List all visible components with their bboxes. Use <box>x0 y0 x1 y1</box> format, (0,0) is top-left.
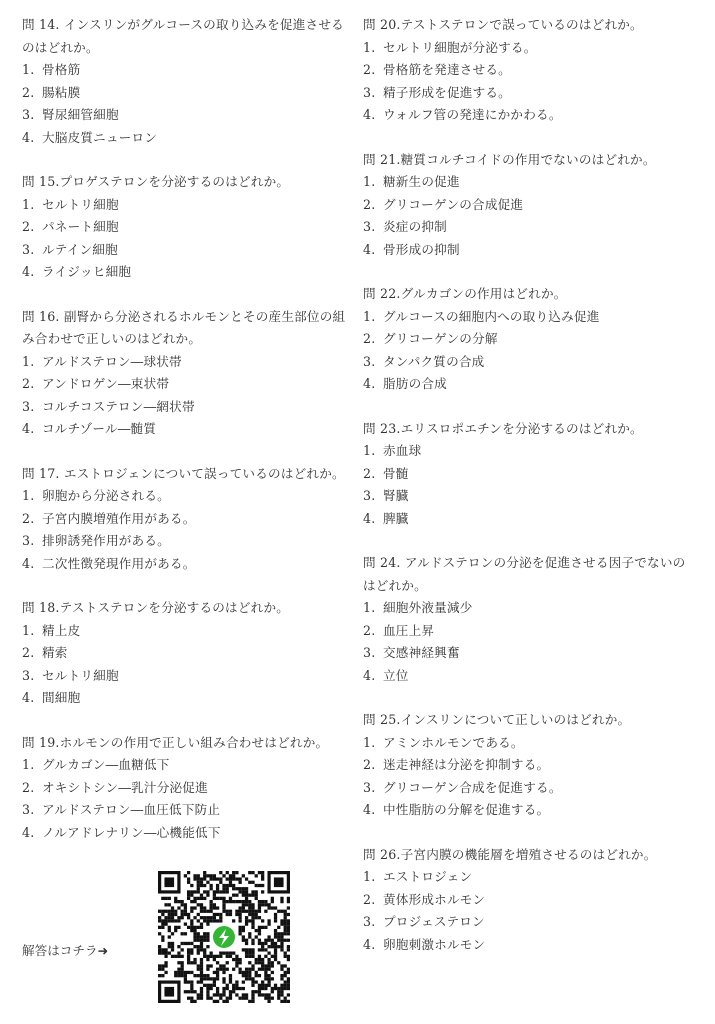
question-16 <box>22 306 352 441</box>
option-2: 2. 精索 <box>22 645 68 660</box>
option-3: 3. 排卵誘発作用がある。 <box>22 533 170 548</box>
question-stem: 問 21.糖質コルチコイドの作用でないのはどれか。 <box>363 151 656 167</box>
option-2: 2. グリコーゲンの分解 <box>363 331 498 346</box>
answer-link[interactable] <box>22 940 108 962</box>
option-4: 4. 中性脂肪の分解を促進する。 <box>363 802 550 817</box>
question-25 <box>363 709 693 822</box>
qr-code-icon[interactable] <box>158 871 290 1003</box>
option-2: 2. アンドロゲン―束状帯 <box>22 376 170 391</box>
question-15 <box>22 171 352 284</box>
question-21 <box>363 149 693 262</box>
question-stem: 問 19.ホルモンの作用で正しい組み合わせはどれか。 <box>22 734 329 750</box>
question-22 <box>363 283 693 396</box>
question-stem: 問 17. エストロジェンについて誤っているのはどれか。 <box>22 465 345 481</box>
option-1: 1. グルコースの細胞内への取り込み促進 <box>363 308 600 324</box>
question-stem: 問 18.テストステロンを分泌するのはどれか。 <box>22 600 290 615</box>
option-3: 3. セルトリ細胞 <box>22 667 119 683</box>
question-stem: 問 26.子宮内膜の機能層を増殖させるのはどれか。 <box>363 846 657 862</box>
option-4: 4. ライジッヒ細胞 <box>22 264 132 279</box>
option-2: 2. オキシトシン―乳汁分泌促進 <box>22 779 208 795</box>
option-3: 3. 精子形成を促進する。 <box>363 84 511 100</box>
option-2: 2. 子宮内膜増殖作用がある。 <box>22 510 196 526</box>
option-2: 2. 血圧上昇 <box>363 622 435 638</box>
question-stem: 問 16. 副腎から分泌されるホルモンとその産生部位の組み合わせで正しいのはどれか。 <box>22 308 346 346</box>
answer-link-label: 解答はコチラ <box>22 943 98 958</box>
option-1: 1. 赤血球 <box>363 443 422 458</box>
option-1: 1. 糖新生の促進 <box>363 174 460 189</box>
option-2: 2. 黄体形成ホルモン <box>363 891 486 907</box>
question-stem: 問 24. アルドステロンの分泌を促進させる因子でないのはどれか。 <box>363 555 686 593</box>
question-26 <box>363 844 693 957</box>
option-4: 4. 大脳皮質ニューロン <box>22 129 158 145</box>
option-2: 2. 骨髄 <box>363 465 409 481</box>
option-4: 4. 卵胞刺激ホルモン <box>363 936 486 952</box>
option-1: 1. 精上皮 <box>22 622 81 638</box>
arrow-right-icon: ➜ <box>97 943 109 958</box>
option-3: 3. 腎尿細管細胞 <box>22 107 119 122</box>
option-1: 1. 骨格筋 <box>22 62 81 77</box>
left-question-column <box>22 14 352 866</box>
question-24 <box>363 552 693 687</box>
question-19 <box>22 732 352 845</box>
question-20 <box>363 14 693 127</box>
option-4: 4. 骨形成の抑制 <box>363 241 460 257</box>
option-2: 2. パネート細胞 <box>22 219 119 234</box>
question-stem: 問 25.インスリンについて正しいのはどれか。 <box>363 712 631 727</box>
option-3: 3. アルドステロン―血圧低下防止 <box>22 802 221 817</box>
option-1: 1. 卵胞から分泌される。 <box>22 488 170 503</box>
option-3: 3. ルテイン細胞 <box>22 241 118 257</box>
option-3: 3. タンパク質の合成 <box>363 353 485 369</box>
option-3: 3. プロジェステロン <box>363 914 485 929</box>
question-stem: 問 23.エリスロポエチンを分泌するのはどれか。 <box>363 420 643 436</box>
question-stem: 問 20.テストステロンで誤っているのはどれか。 <box>363 17 643 32</box>
option-1: 1. グルカゴン―血糖低下 <box>22 757 170 772</box>
option-1: 1. セルトリ細胞 <box>22 196 119 212</box>
option-4: 4. 立位 <box>363 667 409 683</box>
question-stem: 問 15.プロゲステロンを分泌するのはどれか。 <box>22 174 290 189</box>
option-4: 4. 脂肪の合成 <box>363 376 447 391</box>
option-4: 4. ノルアドレナリン―心機能低下 <box>22 824 221 840</box>
option-2: 2. グリコーゲンの合成促進 <box>363 196 524 212</box>
option-4: 4. コルチゾール―髄質 <box>22 421 157 436</box>
question-stem: 問 22.グルカゴンの作用はどれか。 <box>363 286 567 301</box>
right-question-column <box>363 14 693 978</box>
option-3: 3. グリコーゲン合成を促進する。 <box>363 779 562 795</box>
option-4: 4. 二次性徴発現作用がある。 <box>22 555 196 571</box>
option-4: 4. 間細胞 <box>22 690 81 705</box>
option-1: 1. セルトリ細胞が分泌する。 <box>363 39 537 55</box>
option-1: 1. アルドステロン―球状帯 <box>22 353 182 369</box>
option-3: 3. 交感神経興奮 <box>363 645 460 660</box>
option-1: 1. エストロジェン <box>363 869 473 884</box>
question-14 <box>22 14 352 149</box>
option-4: 4. ウォルフ管の発達にかかわる。 <box>363 107 562 122</box>
option-2: 2. 迷走神経は分泌を抑制する。 <box>363 757 550 772</box>
option-2: 2. 腸粘膜 <box>22 84 81 100</box>
question-17 <box>22 463 352 576</box>
question-23 <box>363 418 693 531</box>
option-4: 4. 脾臓 <box>363 510 409 526</box>
option-2: 2. 骨格筋を発達させる。 <box>363 62 511 77</box>
option-1: 1. 細胞外液量減少 <box>363 600 473 615</box>
option-1: 1. アミンホルモンである。 <box>363 734 524 750</box>
question-18 <box>22 597 352 710</box>
question-stem: 問 14. インスリンがグルコースの取り込みを促進させるのはどれか。 <box>22 17 344 55</box>
option-3: 3. コルチコステロン―網状帯 <box>22 398 195 414</box>
option-3: 3. 炎症の抑制 <box>363 219 447 234</box>
option-3: 3. 腎臓 <box>363 488 409 503</box>
